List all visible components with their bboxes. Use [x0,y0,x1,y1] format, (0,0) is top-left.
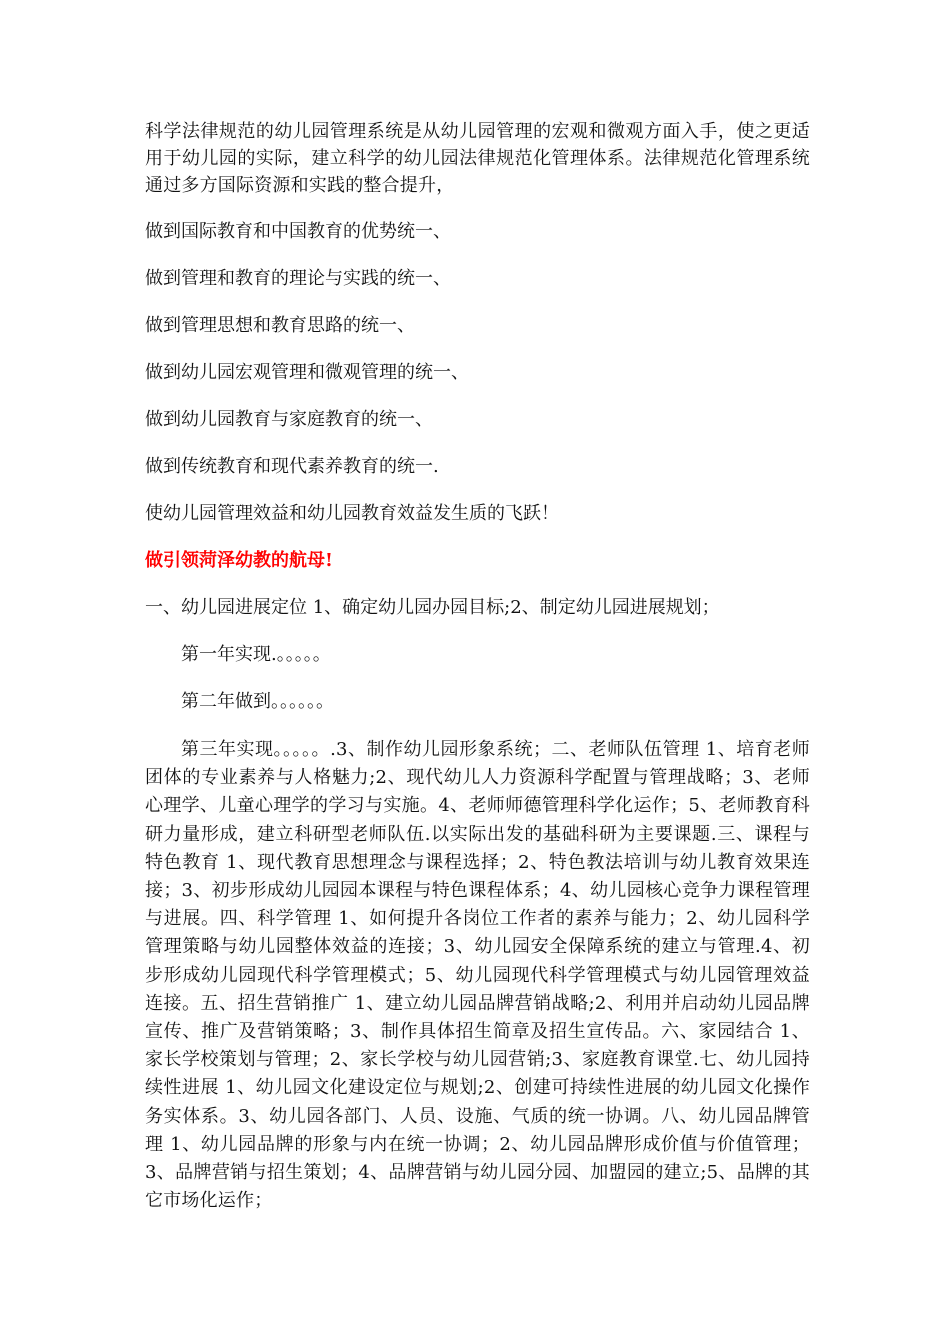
year-one-line: 第一年实现.。。。。。 [181,644,331,665]
summary-line: 使幼儿园管理效益和幼儿园教育效益发生质的飞跃！ [145,503,559,524]
intro-paragraph: 科学法律规范的幼儿园管理系统是从幼儿园管理的宏观和微观方面入手，使之更适用于幼儿园的实际，建立科学的幼儿园法律规范化管理体系。法律规范化管理系统通过多方国际资源和实践的整合提升， [145,121,810,196]
goal-line: 做到幼儿园教育与家庭教育的统一、 [145,409,433,430]
body-paragraph: 第三年实现。。。。。.3、制作幼儿园形象系统；二、老师队伍管理 1、培育老师团体的专业素养与人格魅力;2、现代幼儿人力资源科学配置与管理战略；3、老师心理学、儿童心理学的学习与实施。4、老师师德管理科学化运作；5、老师教育科研力量形成，建立科研型老师队伍.以实际出发的基础科研为主要课题.三、课程与特色教育 1、现代教育思想理念与课程选择；2、特色教法培训与幼儿教育效果连接；3、初步形成幼儿园园本课程与特色课程体系；4、幼儿园核心竞争力课程管理与进展。四、科学管理 1、如何提升各岗位工作者的素养与能力；2、幼儿园科学管理策略与幼儿园整体效益的连接；3、幼儿园安全保障系统的建立与管理.4、初步形成幼儿园现代科学管理模式；5、幼儿园现代科学管理模式与幼儿园管理效益连接。五、招生营销推广 1、建立幼儿园品牌营销战略;2、利用并启动幼儿园品牌宣传、推广及营销策略；3、制作具体招生简章及招生宣传品。六、家园结合 1、家长学校策划与管理；2、家长学校与幼儿园营销;3、家庭教育课堂.七、幼儿园持续性进展 1、幼儿园文化建设定位与规划;2、创建可持续性进展的幼儿园文化操作务实体系。3、幼儿园各部门、人员、设施、气质的统一协调。八、幼儿园品牌管理 1、幼儿园品牌的形象与内在统一协调；2、幼儿园品牌形成价值与价值管理；3、品牌营销与招生策划；4、品牌营销与幼儿园分园、加盟园的建立;5、品牌的其它市场化运作； [145,739,810,1212]
section-one-line: 一、幼儿园进展定位 1、确定幼儿园办园目标;2、制定幼儿园进展规划； [145,597,720,618]
goal-line: 做到国际教育和中国教育的优势统一、 [145,221,451,242]
goal-line: 做到管理思想和教育思路的统一、 [145,315,415,336]
year-two-line: 第二年做到。。。。。。 [181,691,334,712]
goal-line: 做到管理和教育的理论与实践的统一、 [145,268,451,289]
goal-line: 做到幼儿园宏观管理和微观管理的统一、 [145,362,469,383]
red-heading: 做引领菏泽幼教的航母! [145,550,333,571]
document-page [145,118,810,1233]
goal-line: 做到传统教育和现代素养教育的统一. [145,456,439,477]
